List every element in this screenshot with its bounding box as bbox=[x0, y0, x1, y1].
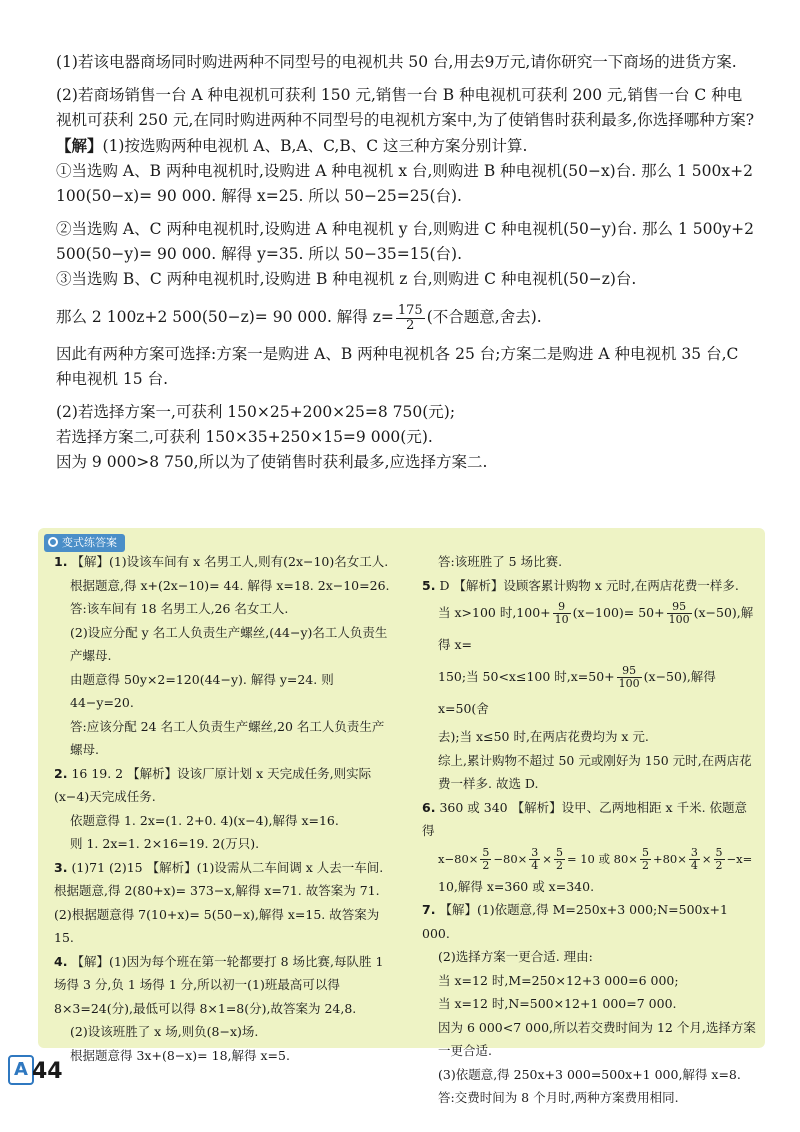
solution-intro: 【解】(1)按选购两种电视机 A、B,A、C,B、C 这三种方案分别计算. bbox=[56, 136, 528, 155]
lightbulb-icon bbox=[48, 537, 58, 547]
problem-section bbox=[56, 50, 756, 475]
case-1: ①当选购 A、B 两种电视机时,设购进 A 种电视机 x 台,则购进 B 种电视机(50−x)台. 那么 1 500x+2 100(50−x)= 90 000. 解得 x=25. 所以 50−25=25(台). bbox=[56, 162, 753, 205]
profit-plan-1: (2)若选择方案一,可获利 150×25+200×25=8 750(元); bbox=[56, 403, 456, 421]
answer-7: 7. 【解】(1)依题意,得 M=250x+3 000;N=500x+1 000. bbox=[422, 902, 728, 941]
profit-plan-2: 若选择方案二,可获利 150×35+250×15=9 000(元). bbox=[56, 428, 433, 446]
question-2: (2)若商场销售一台 A 种电视机可获利 150 元,销售一台 B 种电视机可获利 200 元,销售一台 C 种电视机可获利 250 元,在同时购进两种不同型号的电视机方案中,为了使销售时获利最多,你选择哪种方案? bbox=[56, 86, 755, 129]
book-logo-icon: A bbox=[8, 1055, 34, 1085]
answer-2: 2. 16 19. 2 【解析】设该厂原计划 x 天完成任务,则实际(x−4)天完成任务. bbox=[54, 765, 372, 804]
answer-6: 6. 360 或 340 【解析】设甲、乙两地相距 x 千米. 依题意得 bbox=[422, 799, 748, 838]
answer-column-right: 答:该班胜了 5 场比赛. 5. D 【解析】设顾客累计购物 x 元时,在两店花费一样多. 当 x>100 时,100+ $\frac{9}{10}$ (x−100)= 50+ $\frac{95}{100}$ (x−50),解得 x= 150;当 50<x≤100 时,x=50+ $\frac{95}{100}$ (x−50),解得 x=50(舍 去);当 x≤50 时,在两店花费均为 x 元. 综上,累计购物不超过 50 元或刚好为 150 元时,在两店花费一样多. 故选 D. 6. 360 或 340 【解析】设甲、乙两地相距 x 千米. 依题意得 x−80× $\frac{5}{2}$ −80× $\frac{3}{4}$ × $\frac{5}{2}$ = 10 或 80× $\frac{5}{2}$ +80× $\frac{3}{4}$ × $\frac{5}{2}$ −x= 10,解得 x=360 或 x=340. 7. 【解】(1)依题意,得 M=250x+3 000;N=500x+1 000. (2)选择方案一更合适. 理由: 当 x=12 时,M=250×12+3 000=6 000; 当 x=12 时,N=500×12+1 000=7 000. 因为 6 000<7 000,所以若交费时间为 12 个月,选择方案一更合适. (3)依题意,得 250x+3 000=500x+1 000,解得 x=8. 答:交费时间为 8 个月时,两种方案费用相同. bbox=[422, 554, 756, 1105]
conclusion: 因此有两种方案可选择:方案一是购进 A、B 两种电视机各 25 台;方案二是购进 A 种电视机 35 台,C 种电视机 15 台. bbox=[56, 345, 739, 388]
page-number: 44 bbox=[32, 1059, 63, 1084]
final-answer: 因为 9 000>8 750,所以为了使销售时获利最多,应选择方案二. bbox=[56, 453, 488, 471]
answer-3: 3. (1)71 (2)15 【解析】(1)设需从二车间调 x 人去一车间. 根据题意,得 2(80+x)= 373−x,解得 x=71. 故答案为 71. (2)根据题意得 7(10+x)= 5(50−x),解得 x=15. 故答案为 15. bbox=[54, 859, 384, 945]
answer-5: 5. D 【解析】设顾客累计购物 x 元时,在两店花费一样多. bbox=[422, 577, 739, 593]
answer-1: 1. 【解】(1)设该车间有 x 名男工人,则有(2x−10)名女工人. bbox=[54, 554, 389, 569]
case-2: ②当选购 A、C 两种电视机时,设购进 A 种电视机 y 台,则购进 C 种电视机(50−y)台. 那么 1 500y+2 500(50−y)= 90 000. 解得 y=35. 所以 50−35=15(台). bbox=[56, 220, 754, 263]
fraction: $\frac{175}{2}$ bbox=[397, 302, 423, 333]
case-3: ③当选购 B、C 两种电视机时,设购进 B 种电视机 z 台,则购进 C 种电视机(50−z)台. bbox=[56, 270, 637, 288]
answer-panel bbox=[38, 528, 765, 1105]
question-1: (1)若该电器商场同时购进两种不同型号的电视机共 50 台,用去9万元,请你研究一下商场的进货方案. bbox=[56, 53, 737, 71]
answer-4: 4. 【解】(1)因为每个班在第一轮都要打 8 场比赛,每队胜 1 场得 3 分,负 1 场得 1 分,所以初一(1)班最高可以得 8×3=24(分),最低可以得 8×1=8(分),故答案为 24,8. bbox=[54, 953, 384, 1016]
solution-tag: 【解】 bbox=[56, 136, 103, 155]
case-3-equation: 那么 2 100z+2 500(50−z)= 90 000. 解得 z= $\frac{175}{2}$ (不合题意,舍去). bbox=[56, 302, 542, 333]
answer-panel-tag: 变式练答案 bbox=[44, 534, 125, 552]
page-footer bbox=[8, 1055, 78, 1095]
answer-column-left: 1. 【解】(1)设该车间有 x 名男工人,则有(2x−10)名女工人. 根据题意,得 x+(2x−10)= 44. 解得 x=18. 2x−10=26. 答:该车间有 18 名男工人,26 名女工人. (2)设应分配 y 名工人负责生产螺丝,(44−y)名工人负责生产螺母. 由题意得 50y×2=120(44−y). 解得 y=24. 则 44−y=20. 答:应该分配 24 名工人负责生产螺丝,20 名工人负责生产螺母. 2. 16 19. 2 【解析】设该厂原计划 x 天完成任务,则实际(x−4)天完成任务. 依题意得 1. 2x=(1. 2+0. 4)(x−4),解得 x=16. 则 1. 2x=1. 2×16=19. 2(万只). 3. (1)71 (2)15 【解析】(1)设需从二车间调 x 人去一车间. 根据题意,得 2(80+x)= 373−x,解得 x=71. 故答案为 71. (2)根据题意得 7(10+x)= 5(50−x),解得 x=15. 故答案为 15. 4. 【解】(1)因为每个班在第一轮都要打 8 场比赛,每队胜 1 场得 3 分,负 1 场得 1 分,所以初一(1)班最高可以得 8×3=24(分),最低可以得 8×1=8(分),故答案为 24,8. (2)设该班胜了 x 场,则负(8−x)场. 根据题意得 3x+(8−x)= 18,解得 x=5. bbox=[54, 550, 394, 1067]
